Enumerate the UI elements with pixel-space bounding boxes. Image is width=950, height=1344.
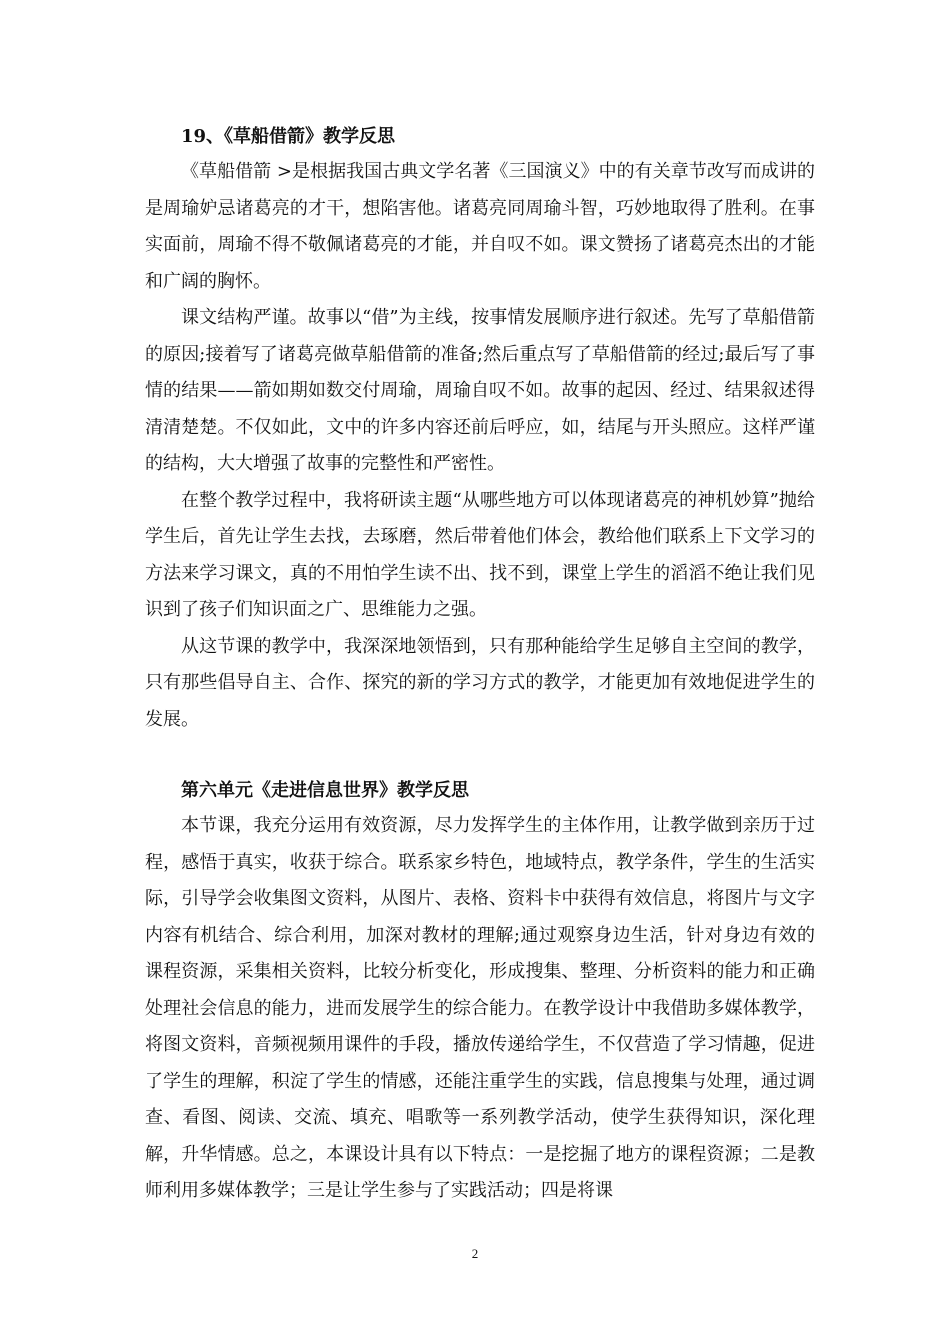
section-information-world bbox=[145, 774, 815, 1210]
paragraph: 本节课，我充分运用有效资源，尽力发挥学生的主体作用，让教学做到亲历于过程，感悟于真实，收获于综合。联系家乡特色，地域特点，教学条件，学生的生活实际，引导学会收集图文资料，从图片、表格、资料卡中获得有效信息，将图片与文字内容有机结合、综合利用，加深对教材的理解;通过观察身边生活，针对身边有效的课程资源，采集相关资料，比较分析变化，形成搜集、整理、分析资料的能力和正确处理社会信息的能力，进而发展学生的综合能力。在教学设计中我借助多媒体教学，将图文资料，音频视频用课件的手段，播放传递给学生，不仅营造了学习情趣，促进了学生的理解，积淀了学生的情感，还能注重学生的实践，信息搜集与处理，通过调查、看图、阅读、交流、填充、唱歌等一系列教学活动，使学生获得知识，深化理解，升华情感。总之，本课设计具有以下特点：一是挖掘了地方的课程资源；二是教师利用多媒体教学；三是让学生参与了实践活动；四是将课 bbox=[145, 815, 815, 1201]
section-spacer bbox=[145, 738, 815, 774]
paragraph: 从这节课的教学中，我深深地领悟到，只有那种能给学生足够自主空间的教学，只有那些倡导自主、合作、探究的新的学习方式的教学，才能更加有效地促进学生的发展。 bbox=[145, 635, 815, 730]
paragraph: 在整个教学过程中，我将研读主题“从哪些地方可以体现诸葛亮的神机妙算”抛给学生后，首先让学生去找，去琢磨，然后带着他们体会，教给他们联系上下文学习的方法来学习课文，真的不用怕学生读不出、找不到，课堂上学生的滔滔不绝让我们见识到了孩子们知识面之广、思维能力之强。 bbox=[145, 489, 815, 620]
paragraph: 课文结构严谨。故事以“借”为主线，按事情发展顺序进行叙述。先写了草船借箭的原因;接着写了诸葛亮做草船借箭的准备;然后重点写了草船借箭的经过;最后写了事情的结果——箭如期如数交付周瑜，周瑜自叹不如。故事的起因、经过、结果叙述得清清楚楚。不仅如此，文中的许多内容还前后呼应，如，结尾与开头照应。这样严谨的结构，大大增强了故事的完整性和严密性。 bbox=[145, 307, 815, 474]
page-content bbox=[145, 120, 815, 1210]
section-title: 19、《草船借箭》教学反思 bbox=[181, 126, 396, 147]
section-title: 第六单元《走进信息世界》教学反思 bbox=[181, 780, 469, 801]
section-cao-chuan-jie-jian bbox=[145, 120, 815, 738]
page-number: 2 bbox=[471, 1246, 479, 1261]
paragraph: 《草船借箭 >是根据我国古典文学名著《三国演义》中的有关章节改写而成讲的是周瑜妒忌诸葛亮的才干，想陷害他。诸葛亮同周瑜斗智，巧妙地取得了胜利。在事实面前，周瑜不得不敬佩诸葛亮的才能，并自叹不如。课文赞扬了诸葛亮杰出的才能和广阔的胸怀。 bbox=[145, 161, 815, 292]
